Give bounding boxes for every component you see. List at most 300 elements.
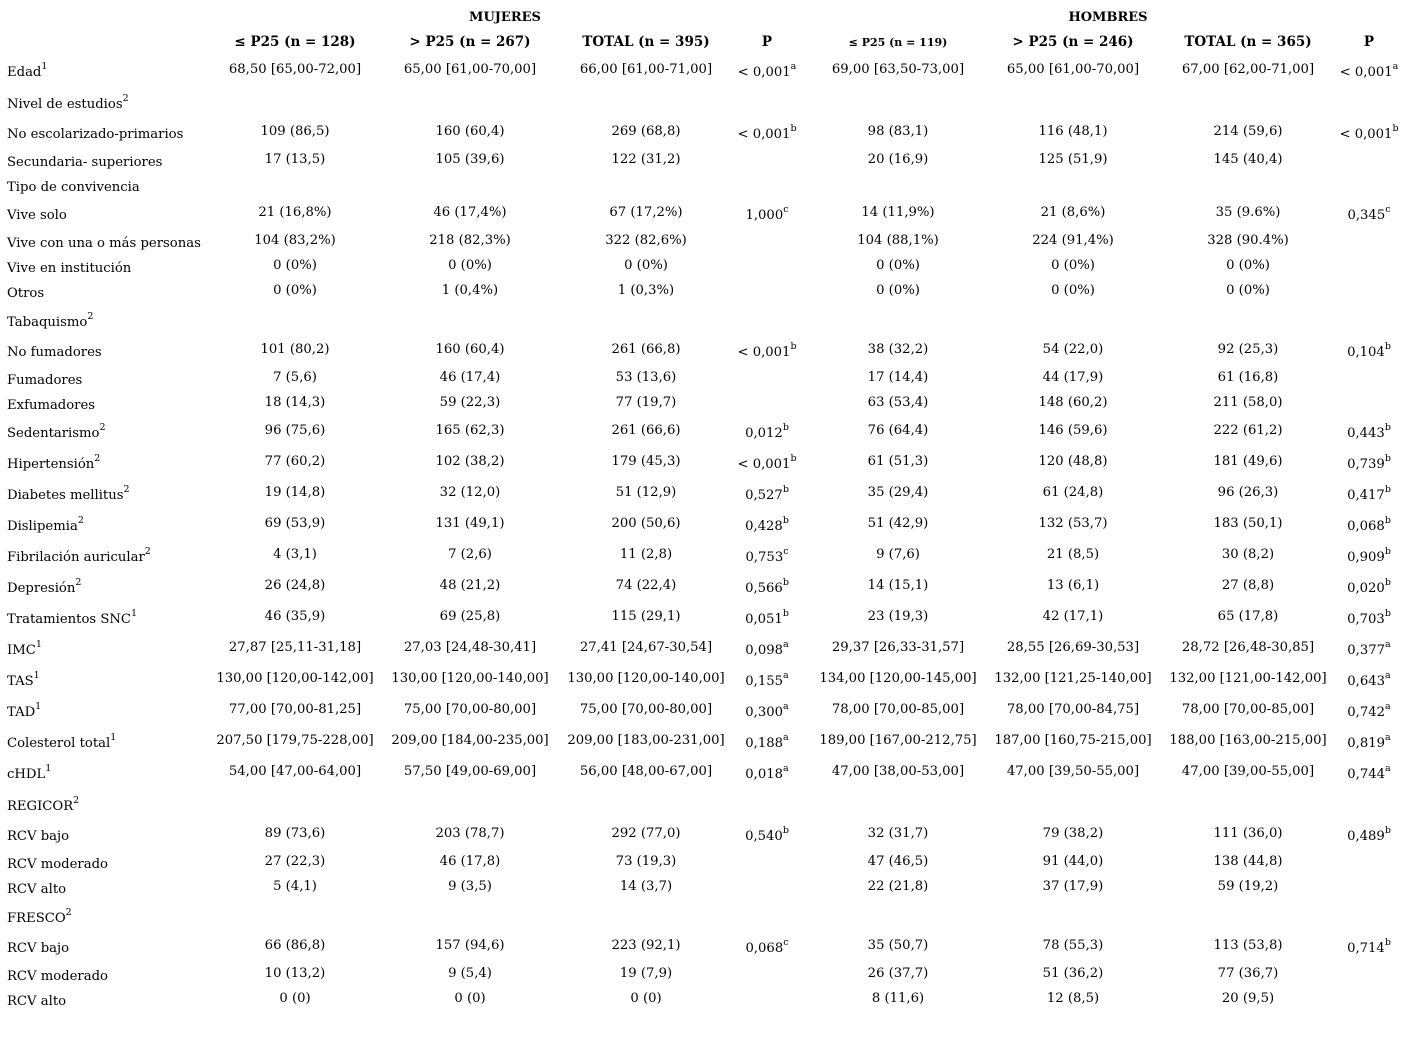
table-cell [216,733,373,749]
p-value-text: 0,417 [1347,488,1385,503]
p-value-text: 0,428 [745,519,783,534]
p-value [737,452,797,473]
table-cell [819,733,976,749]
table-cell [1213,454,1282,470]
table-cell [273,370,317,386]
table-cell [1213,395,1282,411]
p-value-text: 0,345 [1347,208,1386,223]
table-cell [868,423,929,439]
table-cell [1043,938,1104,954]
row-label [7,261,131,277]
p-value [745,936,789,957]
row-label-text: Secundaria- superiores [7,155,163,170]
table-cell [868,879,929,895]
row-label [7,969,108,985]
table-cell-text: 0 (0%) [624,258,668,273]
table-cell [433,205,506,221]
table-cell-text: 5 (4,1) [273,879,317,894]
table-cell-text: 59 (19,2) [1217,879,1279,894]
table-cell-text: 203 (78,7) [435,826,505,841]
table-cell [258,205,331,221]
p-value-footnote: b [782,483,789,495]
row-label [7,638,42,659]
p-value [745,669,789,690]
table-cell-text: 67 (17,2%) [609,205,683,220]
table-cell [1213,516,1282,532]
row-label [7,127,183,143]
row-label [7,421,106,442]
table-cell-text: 27 (22,3) [264,854,326,869]
table-cell-text: 96 (75,6) [264,423,326,438]
p-value-text: 0,566 [745,581,783,596]
row-label [7,941,69,957]
table-cell-text: 0 (0%) [1226,283,1270,298]
table-cell [1038,152,1107,168]
table-cell [435,516,504,532]
row-label-text: Hipertensión [7,457,95,472]
table-cell-text: 1 (0,4%) [441,283,499,298]
table-cell [868,609,929,625]
table-cell-text: 209,00 [183,00-231,00] [567,733,725,748]
row-label [7,514,84,535]
row-label-text: No escolarizado-primarios [7,127,184,142]
column-header: TOTAL (n = 395) [582,34,710,50]
table-cell [1043,370,1104,386]
p-value-text: 1,000 [745,208,784,223]
row-label [7,607,138,628]
table-cell [435,826,504,842]
table-cell [254,233,336,249]
table-cell [616,395,677,411]
table-cell-text: 21 (8,5) [1046,547,1100,562]
p-value [745,824,789,845]
table-cell-text: 200 (50,6) [611,516,681,531]
row-label-text: RCV moderado [7,969,108,984]
table-cell-text: 51 (42,9) [867,516,929,531]
table-cell [872,991,924,1007]
table-cell-text: 224 (91,4%) [1032,233,1114,248]
table-cell [1226,283,1270,299]
table-cell-text: 89 (73,6) [264,826,326,841]
p-value-footnote: c [783,936,789,948]
table-cell-text: 19 (14,8) [264,485,326,500]
p-value-footnote: b [1392,122,1399,134]
table-cell-text: 4 (3,1) [273,547,317,562]
table-cell [265,516,326,532]
table-cell [1218,966,1279,982]
p-value-footnote: a [783,731,789,743]
table-cell-text: 138 (44,8) [1213,854,1283,869]
p-value-text: < 0,001 [1339,65,1393,80]
p-value-text: 0,068 [745,941,784,956]
table-cell [440,609,501,625]
table-cell-text: 122 (31,2) [611,152,681,167]
table-cell [216,671,373,687]
table-cell-text: 29,37 [26,33-31,57] [831,640,965,655]
p-value-footnote: b [1384,824,1391,836]
table-cell [1043,342,1104,358]
table-cell-text: 187,00 [160,75-215,00] [994,733,1152,748]
row-label-footnote: 1 [35,700,42,712]
table-cell-text: 328 (90.4%) [1207,233,1289,248]
row-label [7,700,42,721]
p-value [1347,731,1391,752]
table-cell-text: 145 (40,4) [1213,152,1283,167]
p-value-text: 0,068 [1347,519,1385,534]
row-label-footnote: 2 [73,794,80,806]
p-value-text: 0,753 [745,550,784,565]
table-cell [832,702,964,718]
p-value-footnote: a [783,638,789,650]
table-cell-text: 14 (3,7) [619,879,673,894]
table-cell [609,205,682,221]
table-cell-text: 261 (66,6) [611,423,681,438]
table-cell-text: 109 (86,5) [260,124,330,139]
table-cell-text: 47,00 [39,50-55,00] [1006,764,1140,779]
table-cell-text: 46 (17,4) [439,370,501,385]
table-cell-text: 54 (22,0) [1042,342,1104,357]
table-cell-text: 98 (83,1) [867,124,929,139]
p-value-text: 0,819 [1347,736,1386,751]
table-cell [611,423,680,439]
table-cell-text: 179 (45,3) [611,454,681,469]
table-cell-text: 0 (0) [630,991,662,1006]
table-cell-text: 120 (48,8) [1038,454,1108,469]
p-value-footnote: b [1384,514,1391,526]
table-cell-text: 69 (53,9) [264,516,326,531]
p-value [1339,122,1399,143]
table-cell [832,764,964,780]
p-value-footnote: a [783,700,789,712]
p-value [745,638,789,659]
row-label-footnote: 1 [45,762,52,774]
table-cell [1222,991,1274,1007]
p-value-text: 0,098 [745,643,784,658]
table-cell [611,938,680,954]
table-cell [611,609,680,625]
table-cell [1007,764,1139,780]
row-label [7,155,162,171]
table-cell [868,854,929,870]
p-value [1347,638,1391,659]
table-cell-text: 130,00 [120,00-142,00] [216,671,374,686]
row-label-text: Fibrilación auricular [7,550,145,565]
p-value-text: 0,155 [745,674,784,689]
table-cell [611,124,680,140]
table-cell-text: 11 (2,8) [619,547,673,562]
table-cell-text: 32 (31,7) [867,826,929,841]
table-cell-text: 59 (22,3) [439,395,501,410]
table-cell-text: 160 (60,4) [435,342,505,357]
p-value [1347,607,1391,628]
table-cell-text: 214 (59,6) [1213,124,1283,139]
p-value-footnote: b [782,514,789,526]
table-cell [624,258,668,274]
p-value-text: 0,104 [1347,345,1385,360]
table-cell-text: 35 (29,4) [867,485,929,500]
table-cell [580,702,712,718]
p-value-footnote: b [1384,576,1391,588]
table-cell-text: 102 (38,2) [435,454,505,469]
row-label [7,794,80,815]
table-cell-text: 75,00 [70,00-80,00] [403,702,537,717]
table-cell-text: 13 (6,1) [1046,578,1100,593]
table-cell-text: 222 (61,2) [1213,423,1283,438]
table-cell [616,485,677,501]
table-cell [630,991,661,1007]
row-label-footnote: 2 [94,452,101,464]
table-cell-text: 322 (82,6%) [605,233,687,248]
table-cell [265,423,326,439]
table-cell-text: 0 (0%) [876,283,920,298]
table-cell-text: 28,72 [26,48-30,85] [1181,640,1315,655]
table-cell [435,152,504,168]
table-cell-text: 79 (38,2) [1042,826,1104,841]
row-label [7,60,48,81]
table-cell [265,485,326,501]
table-cell [611,516,680,532]
p-value-text: 0,742 [1347,705,1386,720]
table-cell [440,578,501,594]
p-value-footnote: b [1384,936,1391,948]
p-value [1339,60,1399,81]
p-value-footnote: b [790,122,797,134]
row-label-footnote: 2 [144,545,151,557]
table-cell-text: 54,00 [47,00-64,00] [228,764,362,779]
table-cell-text: 10 (13,2) [264,966,326,981]
table-cell [440,485,501,501]
table-cell-text: 69,00 [63,50-73,00] [831,62,965,77]
table-cell-text: 22 (21,8) [867,879,929,894]
p-value-footnote: b [1384,340,1391,352]
row-label-text: Colesterol total [7,736,111,751]
p-value-footnote: a [783,669,789,681]
table-cell [1218,342,1279,358]
table-cell-text: 46 (17,8) [439,854,501,869]
table-cell [868,826,929,842]
row-label-text: Vive en institución [7,261,132,276]
p-value-text: 0,188 [745,736,784,751]
p-value [1347,700,1391,721]
row-label-text: Tipo de convivencia [7,180,140,195]
row-label-text: Tratamientos SNC [7,612,132,627]
table-cell [1218,370,1279,386]
p-value-footnote: c [1385,203,1391,215]
table-cell-text: 92 (25,3) [1217,342,1279,357]
table-cell [868,124,929,140]
table-cell [1169,671,1326,687]
p-value [1347,421,1391,442]
p-value-footnote: b [782,607,789,619]
table-cell [1182,702,1314,718]
table-cell-text: 218 (82,3%) [429,233,511,248]
p-value [737,60,797,81]
table-cell [567,733,724,749]
table-cell-text: 134,00 [120,00-145,00] [819,671,977,686]
table-cell [404,640,536,656]
column-header: > P25 (n = 246) [1012,34,1134,50]
row-label-text: RCV bajo [7,829,70,844]
table-cell [876,258,920,274]
table-cell-text: 18 (14,3) [264,395,326,410]
table-cell [1213,124,1282,140]
p-value-text: 0,012 [745,426,783,441]
row-label-text: Sedentarismo [7,426,100,441]
table-cell-text: 115 (29,1) [611,609,681,624]
p-value [1347,545,1391,566]
table-cell-text: 116 (48,1) [1038,124,1108,139]
table-cell-text: 130,00 [120,00-140,00] [391,671,549,686]
table-cell-text: 65,00 [61,00-70,00] [403,62,537,77]
table-cell-text: 78,00 [70,00-85,00] [1181,702,1315,717]
table-cell [1043,966,1104,982]
table-cell-text: 105 (39,6) [435,152,505,167]
table-cell [229,702,361,718]
p-value-text: 0,051 [745,612,783,627]
table-cell [876,283,920,299]
table-cell [611,826,680,842]
table-cell-text: 20 (16,9) [867,152,929,167]
table-cell [1169,733,1326,749]
p-value-text: 0,527 [745,488,783,503]
table-cell-text: 61 (51,3) [867,454,929,469]
p-value-text: < 0,001 [737,457,791,472]
table-cell [868,966,929,982]
table-cell-text: 78,00 [70,00-85,00] [831,702,965,717]
p-value-footnote: a [1385,762,1391,774]
table-cell-text: 73 (19,3) [615,854,677,869]
table-cell [620,966,672,982]
p-value [1347,576,1391,597]
table-cell [1043,879,1104,895]
table-cell [1213,938,1282,954]
row-label [7,398,95,414]
p-value-footnote: b [1384,607,1391,619]
p-value-footnote: c [783,203,789,215]
p-value [737,122,797,143]
table-cell-text: 181 (49,6) [1213,454,1283,469]
table-cell-text: 66,00 [61,00-71,00] [579,62,713,77]
table-cell-text: 183 (50,1) [1213,516,1283,531]
table-cell-text: 0 (0%) [273,283,317,298]
table-cell-text: 0 (0) [454,991,486,1006]
row-label-text: RCV alto [7,882,67,897]
table-cell [611,454,680,470]
table-cell-text: 113 (53,8) [1213,938,1283,953]
table-cell-text: 19 (7,9) [619,966,673,981]
table-cell [868,938,929,954]
table-cell-text: 26 (24,8) [264,578,326,593]
table-cell [857,233,939,249]
table-cell [265,854,326,870]
table-cell [618,283,674,299]
table-cell [1218,485,1279,501]
table-cell [832,62,964,78]
p-value-footnote: b [1384,545,1391,557]
row-label-text: cHDL [7,767,46,782]
p-value [745,607,789,628]
row-label-text: Edad [7,65,42,80]
row-label-text: RCV moderado [7,857,108,872]
p-value [745,576,789,597]
p-value [1347,452,1391,473]
p-value-footnote: b [1384,421,1391,433]
table-cell [279,991,310,1007]
p-value-footnote: a [1392,60,1399,72]
table-cell-text: 66 (86,8) [264,938,326,953]
table-cell-text: 46 (17,4%) [433,205,507,220]
row-label-text: Nivel de estudios [7,97,123,112]
table-cell [1213,854,1282,870]
table-cell-text: 23 (19,3) [867,609,929,624]
table-cell-text: 56,00 [48,00-67,00] [579,764,713,779]
table-cell [265,966,326,982]
table-cell-text: 61 (24,8) [1042,485,1104,500]
table-cell [868,454,929,470]
row-label-text: TAD [7,705,36,720]
table-cell [1038,516,1107,532]
table-cell-text: 47 (46,5) [867,854,929,869]
table-cell [229,640,361,656]
p-value [745,421,789,442]
table-cell-text: 28,55 [26,69-30,53] [1006,640,1140,655]
table-cell-text: 104 (83,2%) [254,233,336,248]
table-cell-text: 0 (0%) [448,258,492,273]
table-cell [391,671,548,687]
p-value-text: 0,909 [1347,550,1385,565]
table-cell-text: 27 (8,8) [1221,578,1275,593]
row-label [7,483,130,504]
table-cell-text: 51 (12,9) [615,485,677,500]
table-cell-text: 44 (17,9) [1042,370,1104,385]
table-cell [1222,547,1274,563]
row-label-footnote: 2 [65,906,72,918]
row-label [7,882,66,898]
table-cell [580,764,712,780]
table-cell [819,671,976,687]
table-cell [273,879,317,895]
table-cell-text: 42 (17,1) [1042,609,1104,624]
table-cell [1182,764,1314,780]
p-value-footnote: b [782,576,789,588]
table-cell [435,124,504,140]
row-label-footnote: 1 [110,731,117,743]
row-label [7,452,101,473]
row-label [7,994,66,1010]
table-cell-text: 9 (7,6) [876,547,920,562]
p-value-footnote: b [790,452,797,464]
row-label-text: Vive con una o más personas [7,236,201,251]
table-cell [1207,233,1289,249]
table-cell-text: 35 (9.6%) [1215,205,1281,220]
row-label-footnote: 2 [87,310,94,322]
table-cell-text: 125 (51,9) [1038,152,1108,167]
table-cell-text: 68,50 [65,00-72,00] [228,62,362,77]
table-cell-text: 14 (11,9%) [861,205,935,220]
table-cell-text: 27,03 [24,48-30,41] [403,640,537,655]
table-cell-text: 1 (0,3%) [617,283,675,298]
table-cell-text: 8 (11,6) [871,991,925,1006]
table-cell-text: 104 (88,1%) [857,233,939,248]
p-value-footnote: b [1384,452,1391,464]
table-cell-text: 65,00 [61,00-70,00] [1006,62,1140,77]
table-cell-text: 38 (32,2) [867,342,929,357]
table-cell-text: 21 (8,6%) [1040,205,1106,220]
p-value-text: 0,018 [745,767,784,782]
table-cell-text: 74 (22,4) [615,578,677,593]
row-label-footnote: 1 [35,638,42,650]
row-label [7,310,94,331]
